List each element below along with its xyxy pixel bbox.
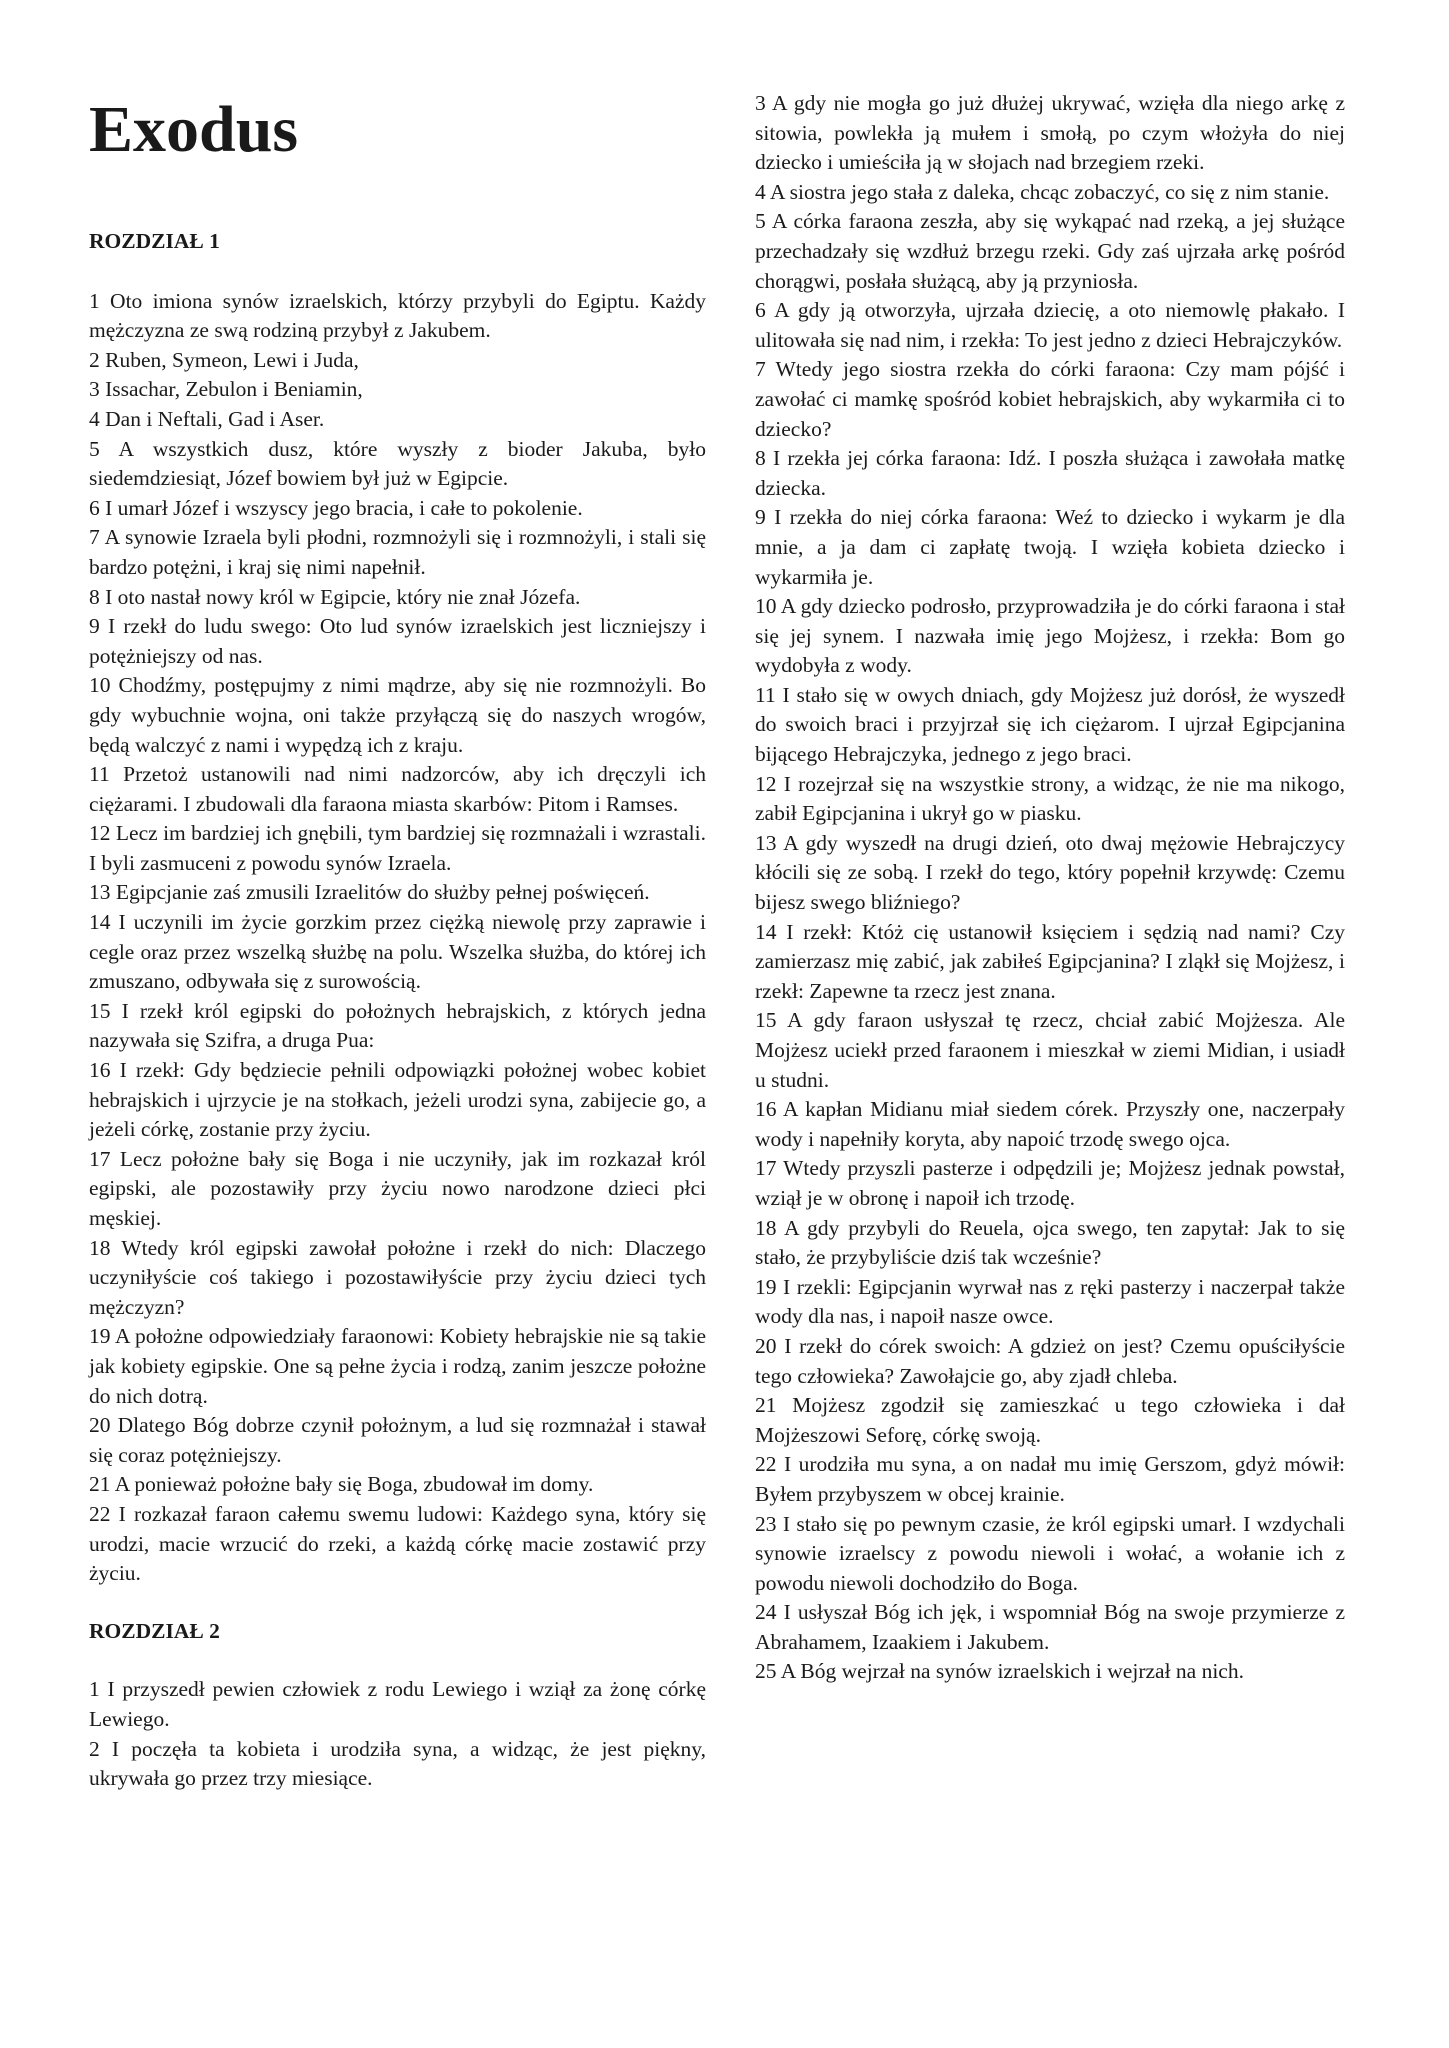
- book-title: Exodus: [89, 93, 299, 166]
- chapter-2-verses-left: [89, 1675, 706, 1793]
- verse: 3 A gdy nie mogła go już dłużej ukrywać, wzięła dla niego arkę z sitowia, powlekła ją mułem i smołą, po czym włożyła do niej dziecko i umieściła ją w słojach nad brzegiem rzeki.: [755, 91, 1345, 175]
- verse: 17 Lecz położne bały się Boga i nie uczyniły, jak im rozkazał król egipski, ale pozostawiły przy życiu nowo narodzone dzieci płci męskiej.: [89, 1146, 706, 1230]
- verse: 14 I uczynili im życie gorzkim przez ciężką niewolę przy zaprawie i cegle oraz przez wszelką służbę na polu. Wszelka służba, do której ich zmuszano, odbywała się z surowością.: [89, 910, 706, 994]
- verse: 24 I usłyszał Bóg ich jęk, i wspomniał Bóg na swoje przymierze z Abrahamem, Izaakiem i Jakubem.: [755, 1600, 1345, 1654]
- verse: 22 I rozkazał faraon całemu swemu ludowi: Każdego syna, który się urodzi, macie wrzucić do rzeki, a każdą córkę macie zostawić przy życiu.: [89, 1501, 706, 1586]
- verse: 9 I rzekła do niej córka faraona: Weź to dziecko i wykarm je dla mnie, a ja dam ci zapłatę twoją. I wzięła kobieta dziecko i wykarmiła je.: [755, 505, 1345, 589]
- verse: 7 A synowie Izraela byli płodni, rozmnożyli się i rozmnożyli, i stali się bardzo potężni, i kraj się nimi napełnił.: [89, 525, 706, 579]
- verse: 2 Ruben, Symeon, Lewi i Juda,: [89, 347, 359, 372]
- verse: 20 Dlatego Bóg dobrze czynił położnym, a lud się rozmnażał i stawał się coraz potężniejszy.: [89, 1413, 706, 1467]
- verse: 2 I poczęła ta kobieta i urodziła syna, a widząc, że jest piękny, ukrywała go przez trzy miesiące.: [89, 1736, 706, 1791]
- verse: 5 A wszystkich dusz, które wyszły z bioder Jakuba, było siedemdziesiąt, Józef bowiem był już w Egipcie.: [89, 436, 706, 491]
- chapter-1-heading: ROZDZIAŁ 1: [89, 229, 220, 253]
- verse: 4 Dan i Neftali, Gad i Aser.: [89, 406, 325, 431]
- verse: 20 I rzekł do córek swoich: A gdzież on jest? Czemu opuściłyście tego człowieka? Zawołajcie go, aby zjadł chleba.: [755, 1333, 1345, 1388]
- verse: 13 A gdy wyszedł na drugi dzień, oto dwaj mężowie Hebrajczycy kłócili się ze sobą. I rzekł do tego, który popełnił krzywdę: Czemu bijesz swego bliźniego?: [755, 830, 1345, 915]
- verse: 15 A gdy faraon usłyszał tę rzecz, chciał zabić Mojżesza. Ale Mojżesz uciekł przed faraonem i mieszkał w ziemi Midian, i usiadł u studni.: [755, 1008, 1345, 1092]
- right-column: [755, 0, 1345, 1687]
- verse: 1 I przyszedł pewien człowiek z rodu Lewiego i wziął za żonę córkę Lewiego.: [89, 1677, 706, 1731]
- verse: 6 A gdy ją otworzyła, ujrzała dziecię, a oto niemowlę płakało. I ulitowała się nad nim, i rzekła: To jest jedno z dzieci Hebrajczyków.: [755, 298, 1345, 352]
- left-column: [89, 0, 706, 1794]
- verse: 9 I rzekł do ludu swego: Oto lud synów izraelskich jest liczniejszy i potężniejszy od nas.: [89, 614, 706, 668]
- verse: 16 A kapłan Midianu miał siedem córek. Przyszły one, naczerpały wody i napełniły koryta, aby napoić trzodę swego ojca.: [755, 1097, 1345, 1151]
- verse: 23 I stało się po pewnym czasie, że król egipski umarł. I wzdychali synowie izraelscy z powodu niewoli i wołać, a wołanie ich z powodu niewoli dochodziło do Boga.: [755, 1511, 1345, 1595]
- verse: 7 Wtedy jego siostra rzekła do córki faraona: Czy mam pójść i zawołać ci mamkę spośród kobiet hebrajskich, aby wykarmiła ci to dziecko?: [755, 357, 1345, 441]
- verse: 3 Issachar, Zebulon i Beniamin,: [89, 377, 363, 402]
- verse: 5 A córka faraona zeszła, aby się wykąpać nad rzeką, a jej służące przechadzały się wzdłuż brzegu rzeki. Gdy zaś ujrzała arkę pośród chorągwi, posłała służącą, aby ją przyniosła.: [755, 209, 1345, 293]
- verse: 6 I umarł Józef i wszyscy jego bracia, i całe to pokolenie.: [89, 495, 583, 520]
- verse: 13 Egipcjanie zaś zmusili Izraelitów do służby pełnej poświęceń.: [89, 880, 650, 905]
- verse: 4 A siostra jego stała z daleka, chcąc zobaczyć, co się z nim stanie.: [755, 179, 1330, 204]
- verse: 17 Wtedy przyszli pasterze i odpędzili je; Mojżesz jednak powstał, wziął je w obronę i napoił ich trzodę.: [755, 1156, 1345, 1210]
- verse: 15 I rzekł król egipski do położnych hebrajskich, z których jedna nazywała się Szifra, a druga Pua:: [89, 998, 706, 1053]
- verse: 8 I rzekła jej córka faraona: Idź. I poszła służąca i zawołała matkę dziecka.: [755, 446, 1345, 500]
- verse: 21 A ponieważ położne bały się Boga, zbudował im domy.: [89, 1472, 594, 1497]
- verse: 1 Oto imiona synów izraelskich, którzy przybyli do Egiptu. Każdy mężczyzna ze swą rodziną przybył z Jakubem.: [89, 288, 706, 343]
- verse: 19 I rzekli: Egipcjanin wyrwał nas z ręki pasterzy i naczerpał także wody dla nas, i napoił nasze owce.: [755, 1274, 1345, 1329]
- verse: 25 A Bóg wejrzał na synów izraelskich i wejrzał na nich.: [755, 1659, 1244, 1684]
- verse: 12 Lecz im bardziej ich gnębili, tym bardziej się rozmnażali i wzrastali. I byli zasmuceni z powodu synów Izraela.: [89, 821, 706, 875]
- verse: 11 I stało się w owych dniach, gdy Mojżesz już dorósł, że wyszedł do swoich braci i przyjrzał się ich ciężarom. I ujrzał Egipcjanina bijącego Hebrajczyka, jednego z jego braci.: [755, 682, 1345, 767]
- verse: 16 I rzekł: Gdy będziecie pełnili odpowiązki położnej wobec kobiet hebrajskich i ujrzycie je na stołkach, jeżeli urodzi syna, zabijecie go, a jeżeli córkę, zostanie przy życiu.: [89, 1058, 706, 1142]
- verse: 18 Wtedy król egipski zawołał położne i rzekł do nich: Dlaczego uczyniłyście coś takiego i pozostawiłyście przy życiu dzieci tych mężczyzn?: [89, 1235, 706, 1319]
- verse: 10 Chodźmy, postępujmy z nimi mądrze, aby się nie rozmnożyli. Bo gdy wybuchnie wojna, oni także przyłączą się do naszych wrogów, będą walczyć z nami i wypędzą ich z kraju.: [89, 673, 706, 757]
- verse: 12 I rozejrzał się na wszystkie strony, a widząc, że nie ma nikogo, zabił Egipcjanina i ukrył go w piasku.: [755, 771, 1345, 826]
- verse: 11 Przetoż ustanowili nad nimi nadzorców, aby ich dręczyli ich ciężarami. I zbudowali dla faraona miasta skarbów: Pitom i Ramses.: [89, 762, 706, 816]
- chapter-2-heading: ROZDZIAŁ 2: [89, 1618, 220, 1643]
- verse: 18 A gdy przybyli do Reuela, ojca swego, ten zapytał: Jak to się stało, że przybyliście dziś tak wcześnie?: [755, 1215, 1345, 1270]
- verse: 21 Mojżesz zgodził się zamieszkać u tego człowieka i dał Mojżeszowi Seforę, córkę swoją.: [755, 1393, 1345, 1447]
- chapter-1-verses: [89, 287, 706, 1589]
- verse: 10 A gdy dziecko podrosło, przyprowadziła je do córki faraona i stał się jej synem. I nazwała imię jego Mojżesz, i rzekła: Bom go wydobyła z wody.: [755, 594, 1345, 678]
- verse: 14 I rzekł: Któż cię ustanowił księciem i sędzią nad nami? Czy zamierzasz mię zabić, jak zabiłeś Egipcjanina? I zląkł się Mojżesz, i rzekł: Zapewne ta rzecz jest znana.: [755, 919, 1345, 1003]
- verse: 8 I oto nastał nowy król w Egipcie, który nie znał Józefa.: [89, 584, 581, 609]
- verse: 22 I urodziła mu syna, a on nadał mu imię Gerszom, gdyż mówił: Byłem przybyszem w obcej krainie.: [755, 1452, 1345, 1506]
- verse: 19 A położne odpowiedziały faraonowi: Kobiety hebrajskie nie są takie jak kobiety egipskie. One są pełne życia i rodzą, zanim jeszcze położne do nich dotrą.: [89, 1324, 706, 1408]
- chapter-2-verses-right: [755, 0, 1345, 1687]
